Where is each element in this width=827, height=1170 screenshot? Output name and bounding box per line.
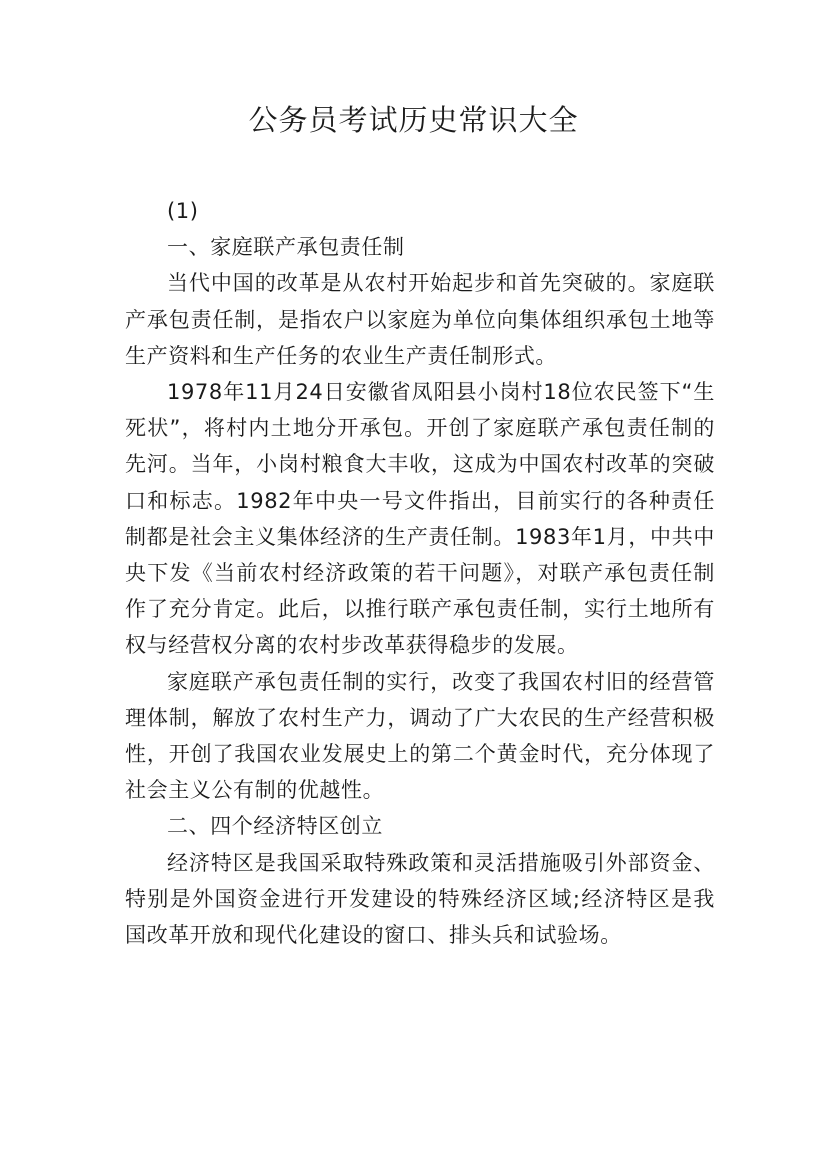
section-heading-2: 二、四个经济特区创立 <box>167 814 383 839</box>
paragraph: 经济特区是我国采取特殊政策和灵活措施吸引外部资金、特别是外国资金进行开发建设的特殊经济区域;经济特区是我国改革开放和现代化建设的窗口、排头兵和试验场。 <box>125 850 715 948</box>
paragraph: 当代中国的改革是从农村开始起步和首先突破的。家庭联产承包责任制，是指农户以家庭为单位向集体组织承包土地等生产资料和生产任务的农业生产责任制形式。 <box>125 271 715 368</box>
document-body <box>125 193 715 953</box>
document-title: 公务员考试历史常识大全 <box>248 103 579 137</box>
paragraph: 家庭联产承包责任制的实行，改变了我国农村旧的经营管理体制，解放了农村生产力，调动了广大农民的生产经营积极性，开创了我国农业发展史上的第二个黄金时代，充分体现了社会主义公有制的优越性。 <box>125 669 715 803</box>
section-heading-1: 一、家庭联产承包责任制 <box>167 235 405 260</box>
section-number: (1) <box>167 199 199 223</box>
paragraph: 1978年11月24日安徽省凤阳县小岗村18位农民签下“生死状”，将村内土地分开承包。开创了家庭联产承包责任制的先河。当年，小岗村粮食大丰收，这成为中国农村改革的突破口和标志。1982年中央一号文件指出，目前实行的各种责任制都是社会主义集体经济的生产责任制。1983年1月，中共中央下发《当前农村经济政策的若干问题》，对联产承包责任制作了充分肯定。此后，以推行联产承包责任制，实行土地所有权与经营权分离的农村步改革获得稳步的发展。 <box>125 380 715 658</box>
